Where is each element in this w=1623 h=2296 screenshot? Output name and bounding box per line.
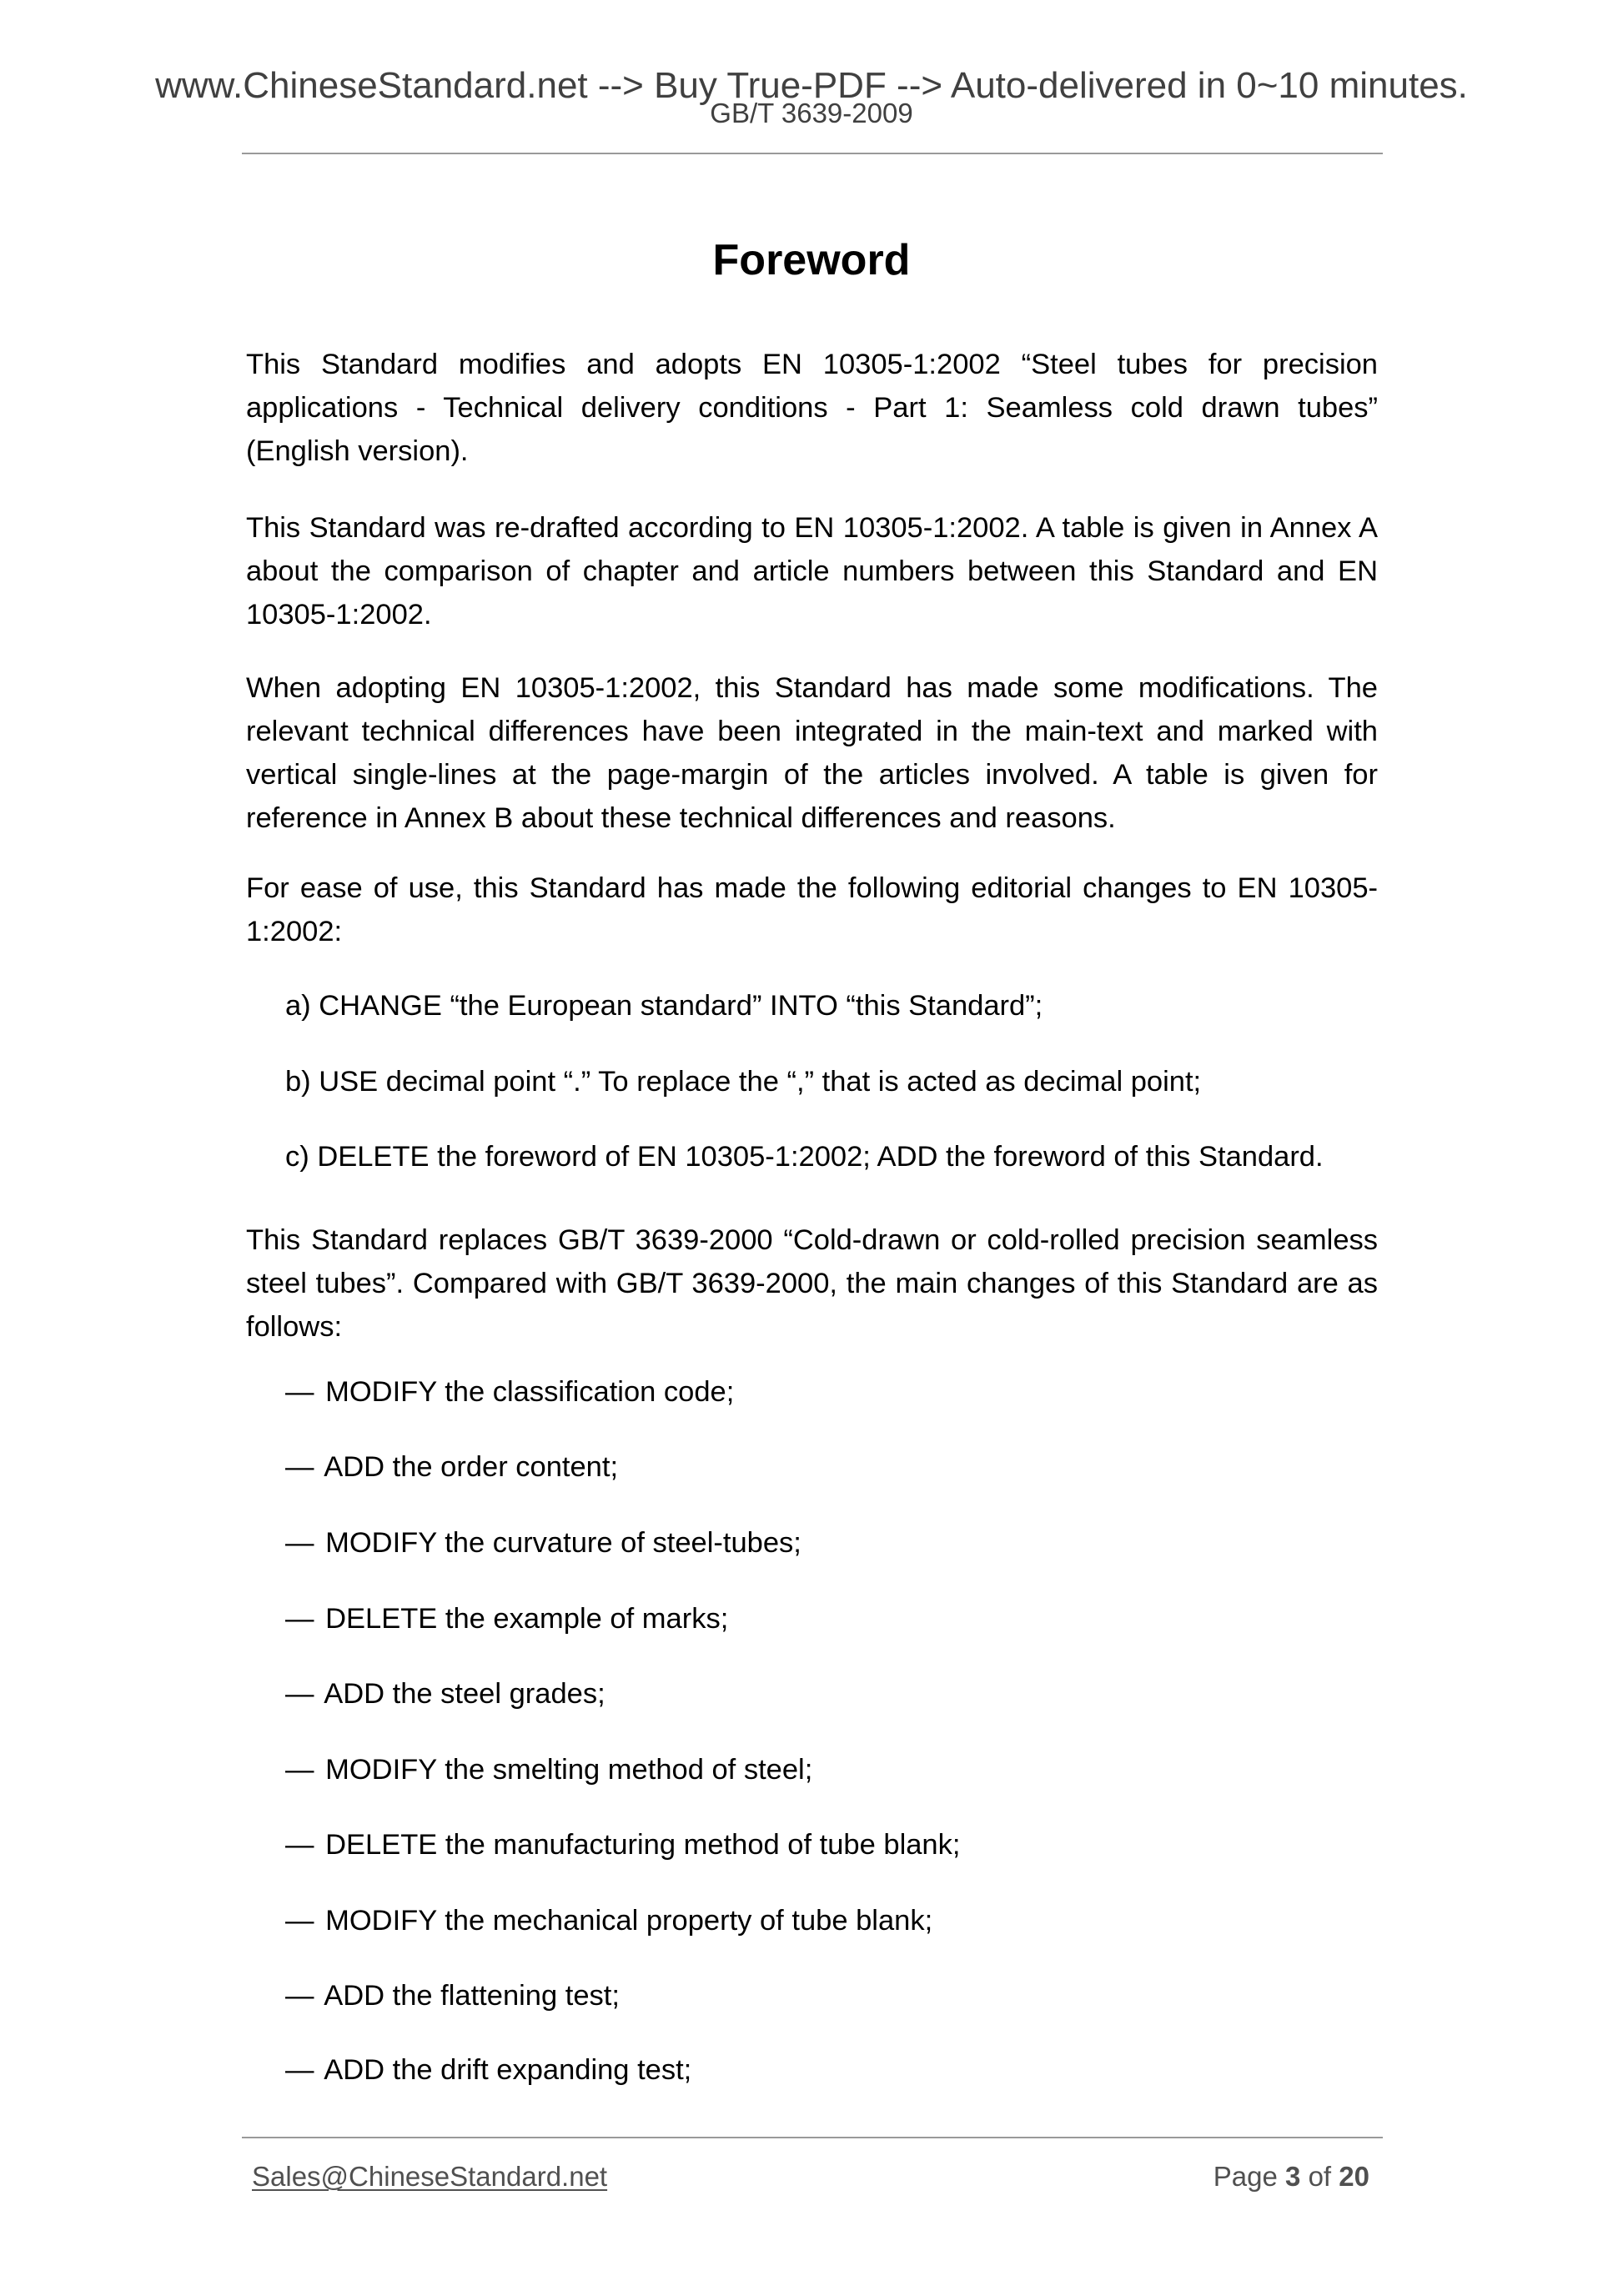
change-list-item (285, 1370, 1386, 1414)
page-of: of (1308, 2161, 1332, 2192)
page-prefix: Page (1213, 2161, 1278, 2192)
change-list-item (285, 1597, 1386, 1640)
change-item-text: MODIFY the mechanical property of tube blank; (325, 1905, 933, 1937)
change-list-item (285, 1823, 1386, 1866)
change-list-item (285, 1445, 1386, 1489)
change-item-text: ADD the order content; (324, 1451, 619, 1483)
change-item-text: ADD the flattening test; (324, 1980, 620, 2012)
dash-bullet: — (285, 1678, 314, 1710)
change-item-text: DELETE the example of marks; (325, 1603, 729, 1635)
change-list-item (285, 1521, 1386, 1565)
dash-bullet: — (285, 1905, 314, 1937)
paragraph-replaces: This Standard replaces GB/T 3639-2000 “Cold-drawn or cold-rolled precision seamless steel tubes”. Compared with GB/T 3639-2000, the main changes of this Standard are as follows: (246, 1224, 1378, 1343)
page-indicator (1213, 2160, 1369, 2193)
page-current: 3 (1285, 2161, 1301, 2192)
change-list-item (285, 1899, 1386, 1942)
dash-bullet: — (285, 1527, 314, 1559)
paragraph-redrafted: This Standard was re-drafted according to EN 10305-1:2002. A table is given in Annex A about the comparison of chapter and article numbers between this Standard and EN 10305-1:2002. (246, 512, 1378, 631)
editorial-change-a: a) CHANGE “the European standard” INTO “this Standard”; (285, 990, 1043, 1022)
dash-bullet: — (285, 1451, 314, 1483)
dash-bullet: — (285, 1754, 314, 1786)
paragraph-adoption: This Standard modifies and adopts EN 10305-1:2002 “Steel tubes for precision applications - Technical delivery conditions - Part 1: Seamless cold drawn tubes” (English version). (246, 349, 1378, 467)
footer-divider (242, 2137, 1383, 2138)
change-item-text: ADD the steel grades; (324, 1678, 605, 1710)
site-banner: www.ChineseStandard.net --> Buy True-PDF --> Auto-delivered in 0~10 minutes. (155, 65, 1468, 106)
sales-email-link[interactable]: Sales@ChineseStandard.net (252, 2161, 608, 2192)
paragraph-editorial-intro: For ease of use, this Standard has made the following editorial changes to EN 10305-1:2002: (246, 872, 1378, 947)
change-item-text: DELETE the manufacturing method of tube blank; (325, 1829, 961, 1861)
change-list-item (285, 1974, 1386, 2017)
dash-bullet: — (285, 1829, 314, 1861)
dash-bullet: — (285, 2054, 314, 2086)
change-list-item (285, 1748, 1386, 1791)
change-item-text: MODIFY the smelting method of steel; (325, 1754, 813, 1786)
dash-bullet: — (285, 1603, 314, 1635)
change-list-item (285, 1672, 1386, 1716)
page-title: Foreword (712, 236, 911, 284)
document-code: GB/T 3639-2009 (710, 98, 913, 128)
dash-bullet: — (285, 1980, 314, 2012)
change-list-item (285, 2048, 1386, 2092)
editorial-change-c: c) DELETE the foreword of EN 10305-1:2002; ADD the foreword of this Standard. (285, 1141, 1324, 1173)
header-divider (242, 153, 1383, 154)
paragraph-modifications: When adopting EN 10305-1:2002, this Standard has made some modifications. The relevant technical differences have been integrated in the main-text and marked with vertical single-lines at the page-margin of the articles involved. A table is given for reference in Annex B about these technical differences and reasons. (246, 672, 1378, 834)
dash-bullet: — (285, 1376, 314, 1408)
change-item-text: MODIFY the classification code; (325, 1376, 735, 1408)
change-item-text: MODIFY the curvature of steel-tubes; (325, 1527, 801, 1559)
page-total: 20 (1339, 2161, 1369, 2192)
change-item-text: ADD the drift expanding test; (324, 2054, 692, 2086)
editorial-change-b: b) USE decimal point “.” To replace the “,” that is acted as decimal point; (285, 1066, 1202, 1098)
